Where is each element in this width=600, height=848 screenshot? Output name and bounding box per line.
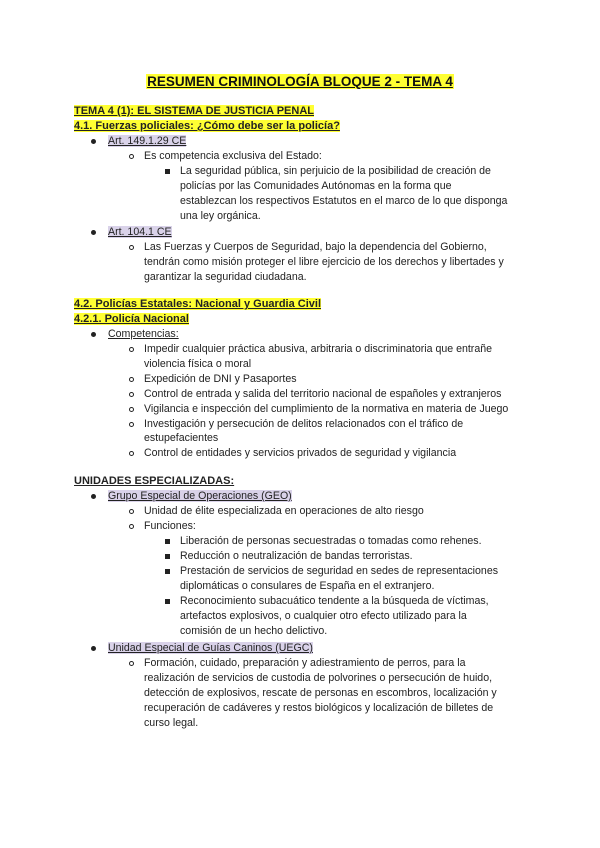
list-item-line: Reconocimiento subacuático tendente a la búsqueda de víctimas, xyxy=(180,595,489,607)
bullet-circle-icon xyxy=(129,504,134,519)
list-item: Control de entrada y salida del territorio nacional de españoles y extranjeros xyxy=(144,388,502,400)
list-item-line: violencia física o moral xyxy=(144,358,252,370)
list-item-line: Investigación y persecución de delitos relacionados con el tráfico de xyxy=(144,418,464,430)
list-item-line: curso legal. xyxy=(144,717,199,729)
bullet-circle-icon xyxy=(129,342,134,357)
list-item-line: Impedir cualquier práctica abusiva, arbitraria o discriminatoria que entrañe xyxy=(144,343,493,355)
list-item-line: Formación, cuidado, preparación y adiestramiento de perros, para la xyxy=(144,657,466,669)
list-item-line: comisión de un hecho delictivo. xyxy=(180,625,328,637)
list-item: Liberación de personas secuestradas o tomadas como rehenes. xyxy=(180,535,482,547)
section-heading-tema4: TEMA 4 (1): EL SISTEMA DE JUSTICIA PENAL xyxy=(74,105,314,117)
list-item-line: una ley orgánica. xyxy=(180,210,261,222)
bullet-dot-icon xyxy=(91,134,96,149)
bullet-square-icon xyxy=(165,594,170,609)
list-item-line: policías por las Comunidades Autónomas en la forma que xyxy=(180,180,452,192)
competencias-label: Competencias: xyxy=(108,328,179,340)
list-item: Es competencia exclusiva del Estado: xyxy=(144,150,322,162)
bullet-dot-icon xyxy=(91,225,96,240)
list-item-line: artefactos explosivos, o cualquier otro efecto utilizado para la xyxy=(180,610,467,622)
bullet-square-icon xyxy=(165,564,170,579)
list-item-line: garantizar la seguridad ciudadana. xyxy=(144,271,307,283)
page-title: RESUMEN CRIMINOLOGÍA BLOQUE 2 - TEMA 4 xyxy=(147,74,453,89)
list-item-line: realización de servicios de custodia de polvorines o persecución de huido, xyxy=(144,672,493,684)
list-item-line: tendrán como misión proteger el libre ejercicio de los derechos y libertades y xyxy=(144,256,504,268)
bullet-dot-icon xyxy=(91,327,96,342)
list-item: Unidad de élite especializada en operaciones de alto riesgo xyxy=(144,505,424,517)
bullet-circle-icon xyxy=(129,149,134,164)
bullet-dot-icon xyxy=(91,489,96,504)
bullet-circle-icon xyxy=(129,446,134,461)
subheading-4-2-1: 4.2.1. Policía Nacional xyxy=(74,313,189,325)
bullet-circle-icon xyxy=(129,656,134,671)
list-item-line: recuperación de cadáveres y restos biológicos y localización de billetes de xyxy=(144,702,494,714)
article-104: Art. 104.1 CE xyxy=(108,226,172,238)
bullet-square-icon xyxy=(165,534,170,549)
units-heading: UNIDADES ESPECIALIZADAS: xyxy=(74,475,235,487)
geo-item: Grupo Especial de Operaciones (GEO) xyxy=(108,490,292,502)
bullet-circle-icon xyxy=(129,417,134,432)
bullet-dot-icon xyxy=(91,641,96,656)
list-item-line: La seguridad pública, sin perjuicio de la posibilidad de creación de xyxy=(180,165,491,177)
list-item: Reducción o neutralización de bandas terroristas. xyxy=(180,550,413,562)
list-item-line: establezcan los respectivos Estatutos en el marco de lo que disponga xyxy=(180,195,508,207)
list-item: Control de entidades y servicios privados de seguridad y vigilancia xyxy=(144,447,457,459)
list-item: Vigilancia e inspección del cumplimiento de la normativa en materia de Juego xyxy=(144,403,509,415)
list-item-line: Prestación de servicios de seguridad en sedes de representaciones xyxy=(180,565,499,577)
list-item: Expedición de DNI y Pasaportes xyxy=(144,373,297,385)
bullet-circle-icon xyxy=(129,519,134,534)
list-item-line: diplomáticas o consulares de España en el extranjero. xyxy=(180,580,435,592)
list-item: Funciones: xyxy=(144,520,196,532)
bullet-circle-icon xyxy=(129,372,134,387)
uegc-item: Unidad Especial de Guías Caninos (UEGC) xyxy=(108,642,313,654)
bullet-circle-icon xyxy=(129,240,134,255)
bullet-square-icon xyxy=(165,164,170,179)
subheading-4-2: 4.2. Policías Estatales: Nacional y Guardia Civil xyxy=(74,298,321,310)
bullet-circle-icon xyxy=(129,387,134,402)
list-item-line: estupefacientes xyxy=(144,432,219,444)
bullet-circle-icon xyxy=(129,402,134,417)
bullet-square-icon xyxy=(165,549,170,564)
article-149: Art. 149.1.29 CE xyxy=(108,135,187,147)
subheading-4-1: 4.1. Fuerzas policiales: ¿Cómo debe ser la policía? xyxy=(74,120,340,132)
list-item-line: detección de explosivos, rescate de personas en escombros, localización y xyxy=(144,687,497,699)
list-item-line: Las Fuerzas y Cuerpos de Seguridad, bajo la dependencia del Gobierno, xyxy=(144,241,487,253)
